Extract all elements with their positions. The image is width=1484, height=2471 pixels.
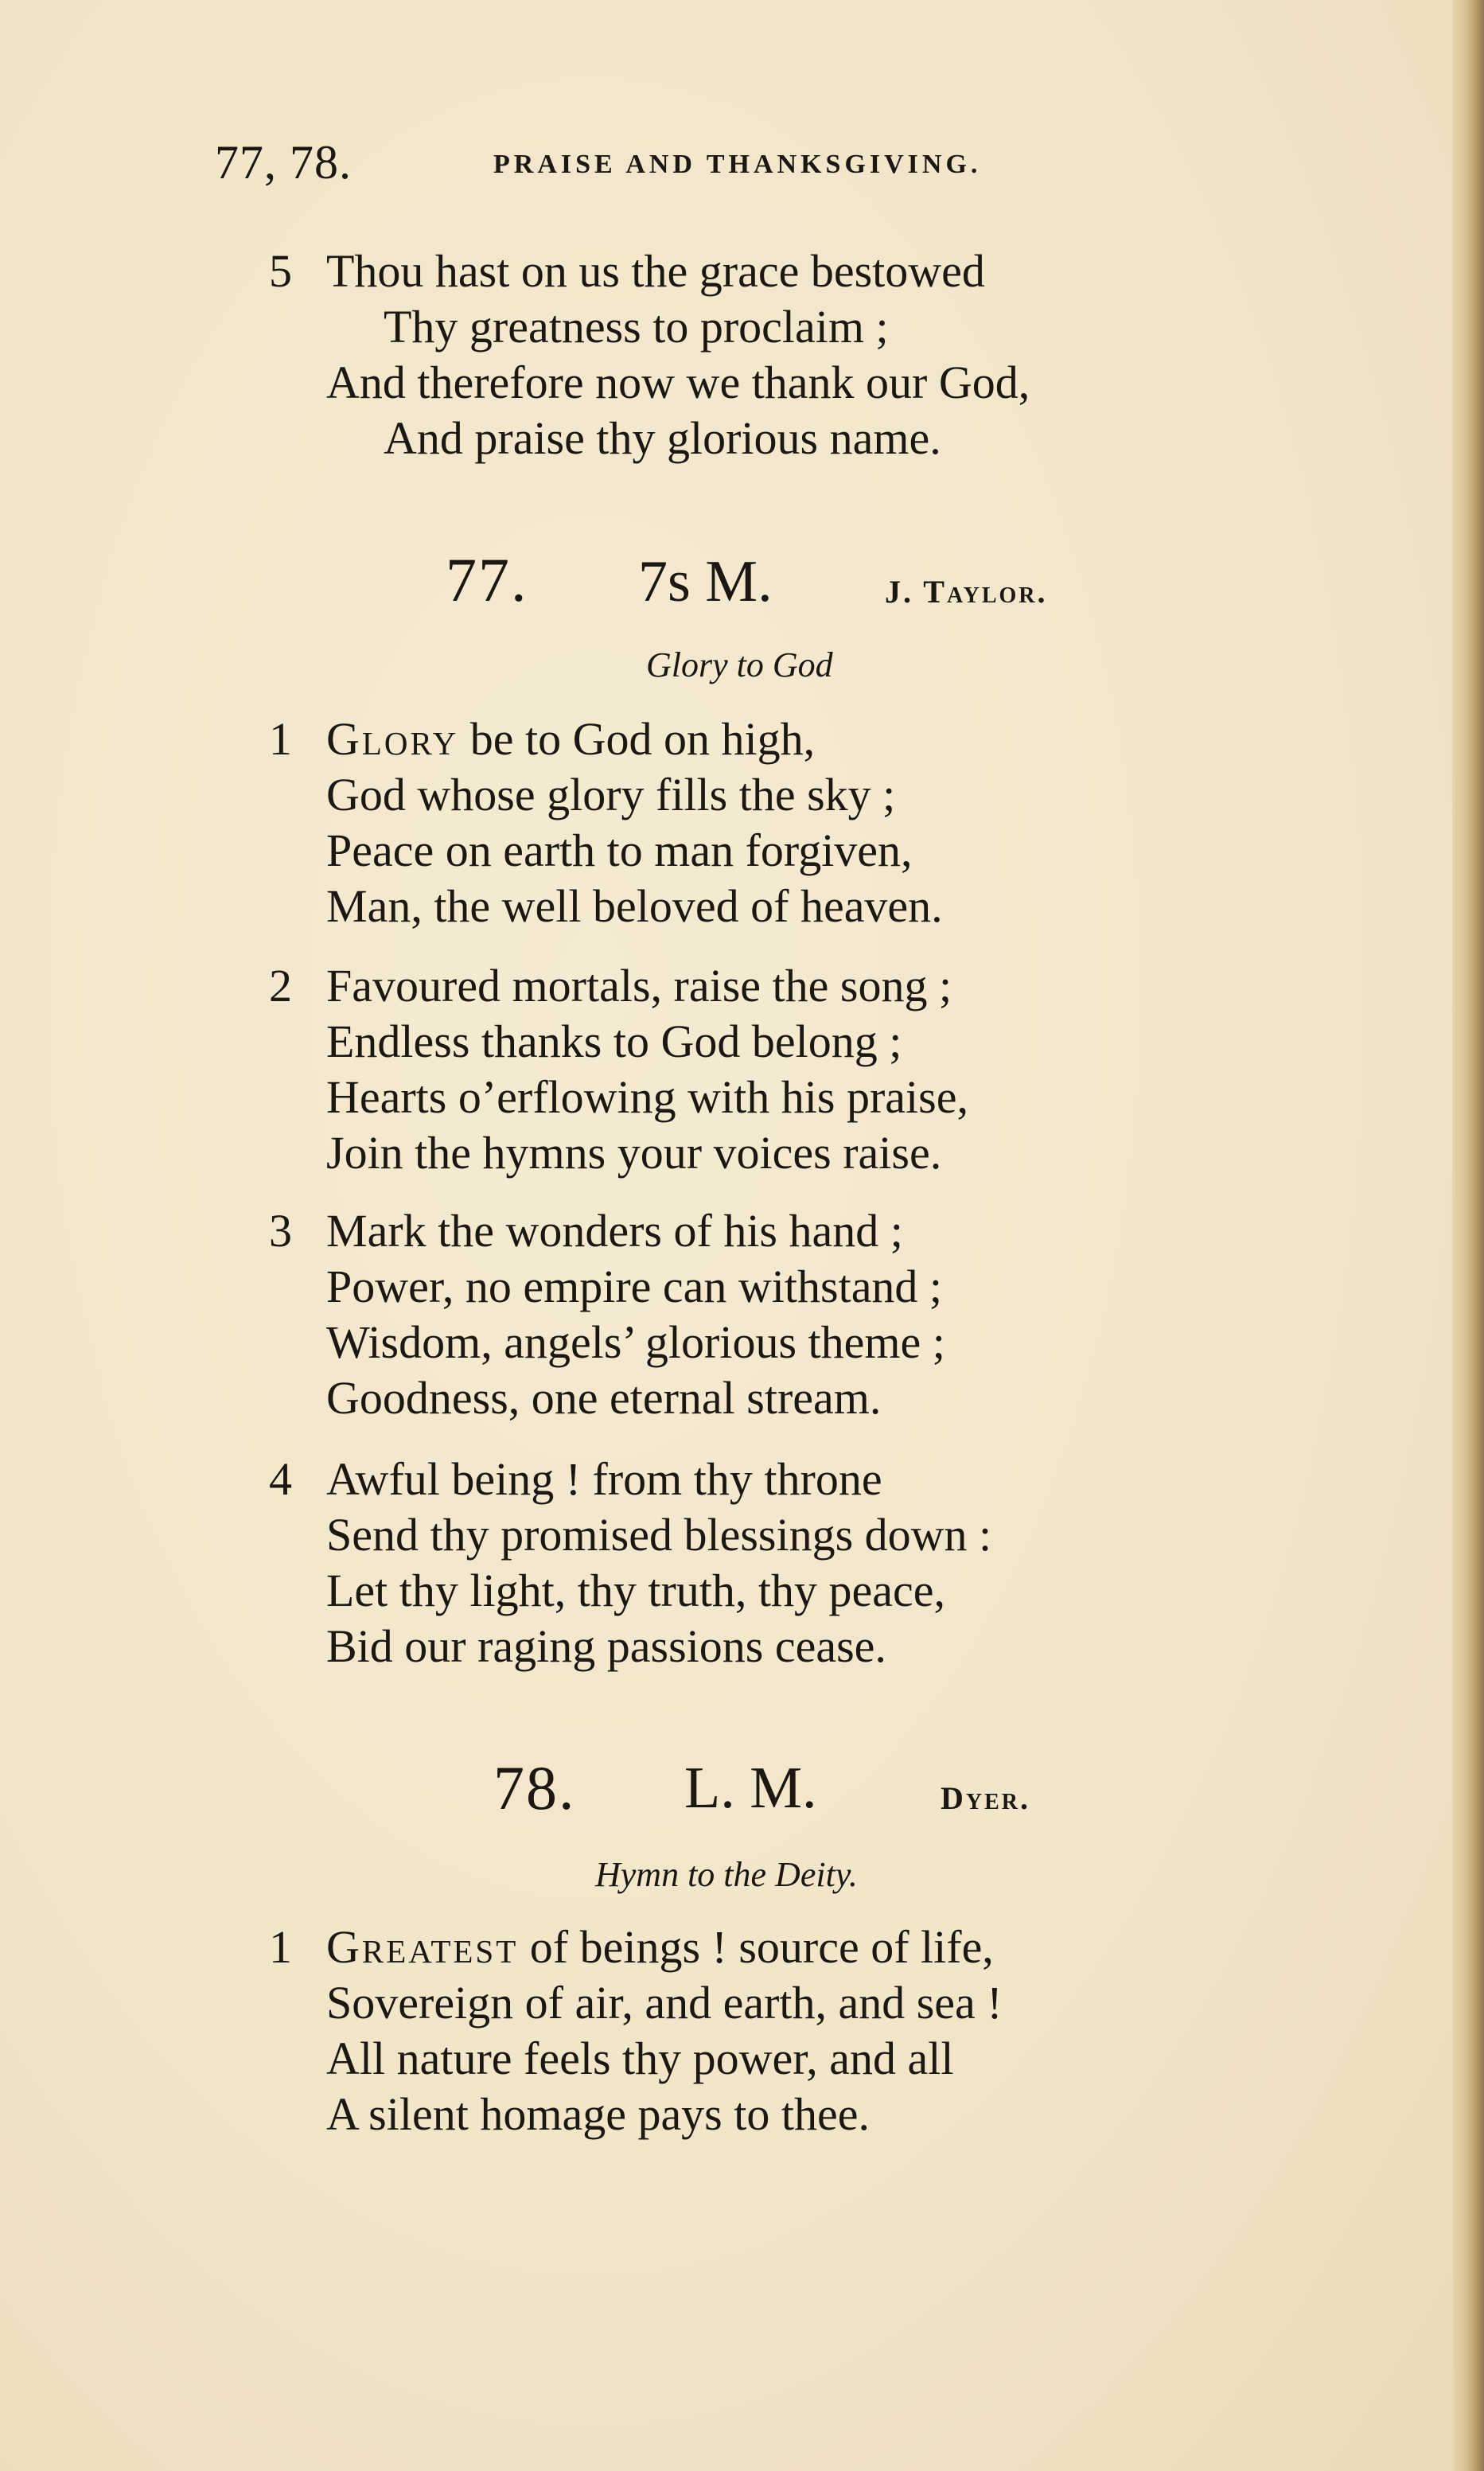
verse-line: All nature feels thy power, and all (326, 2033, 954, 2084)
hymn-subtitle: Hymn to the Deity. (595, 1855, 858, 1894)
verse-number: 1 (269, 713, 292, 765)
verse-line: Endless thanks to God belong ; (326, 1015, 902, 1067)
verse-line: Wisdom, angels’ glorious theme ; (326, 1316, 945, 1368)
verse-line: Bid our raging passions cease. (326, 1620, 886, 1672)
verse-line: Mark the wonders of his hand ; (326, 1205, 903, 1257)
verse-line: Let thy light, thy truth, thy peace, (326, 1565, 945, 1616)
verse-line: And therefore now we thank our God, (326, 357, 1030, 408)
hymn-subtitle: Glory to God (646, 645, 833, 684)
hymn-meter: L. M. (684, 1756, 817, 1821)
verse-number: 2 (269, 960, 292, 1011)
verse-line: Join the hymns your voices raise. (326, 1127, 942, 1179)
verse-number: 4 (269, 1453, 292, 1505)
verse-line: Thou hast on us the grace bestowed (326, 245, 985, 297)
verse-line: And praise thy glorious name. (384, 412, 941, 464)
hymn-78-meter-wrap (684, 1756, 817, 1821)
hymn-77-author-wrap (885, 576, 1048, 608)
verse-first-word: Glory (326, 713, 459, 765)
hymn-77-meter-wrap (638, 549, 773, 614)
verse-line: God whose glory fills the sky ; (326, 769, 896, 820)
hymn-number: 77. (446, 545, 528, 614)
verse-line: Goodness, one eternal stream. (326, 1372, 882, 1424)
section-title: PRAISE AND THANKSGIVING. (493, 150, 982, 179)
verse-first-word: Greatest (326, 1921, 519, 1973)
verse-line: Sovereign of air, and earth, and sea ! (326, 1977, 1003, 2029)
verse-line (326, 1921, 994, 1973)
verse-line: Awful being ! from thy throne (326, 1453, 882, 1505)
hymn-77-heading (446, 545, 528, 614)
hymn-78-author-wrap (941, 1780, 1031, 1816)
verse-number: 5 (269, 245, 292, 297)
hymn-author: J. Taylor. (885, 574, 1048, 610)
hymn-78-heading (493, 1753, 576, 1822)
page-numbers: 77, 78. (215, 136, 352, 189)
running-head (215, 135, 1090, 199)
verse-number: 3 (269, 1205, 292, 1257)
hymn-meter: 7s M. (638, 549, 773, 614)
verse-line: Peace on earth to man forgiven, (326, 824, 913, 876)
verse-line: A silent homage pays to thee. (326, 2088, 870, 2140)
verse-line: Man, the well beloved of heaven. (326, 880, 943, 932)
hymn-number: 78. (493, 1753, 576, 1822)
verse-line (326, 713, 816, 765)
verse-line-rest: of beings ! source of life, (518, 1921, 994, 1973)
verse-line: Power, no empire can withstand ; (326, 1261, 943, 1312)
verse-line: Favoured mortals, raise the song ; (326, 960, 952, 1011)
page-edge (1452, 0, 1484, 2471)
verse-number: 1 (269, 1921, 292, 1973)
verse-line-rest: be to God on high, (458, 713, 816, 765)
verse-line: Send thy promised blessings down : (326, 1509, 992, 1561)
verse-line: Thy greatness to proclaim ; (384, 301, 889, 353)
hymn-author: Dyer. (941, 1780, 1031, 1816)
verse-line: Hearts o’erflowing with his praise, (326, 1071, 968, 1123)
